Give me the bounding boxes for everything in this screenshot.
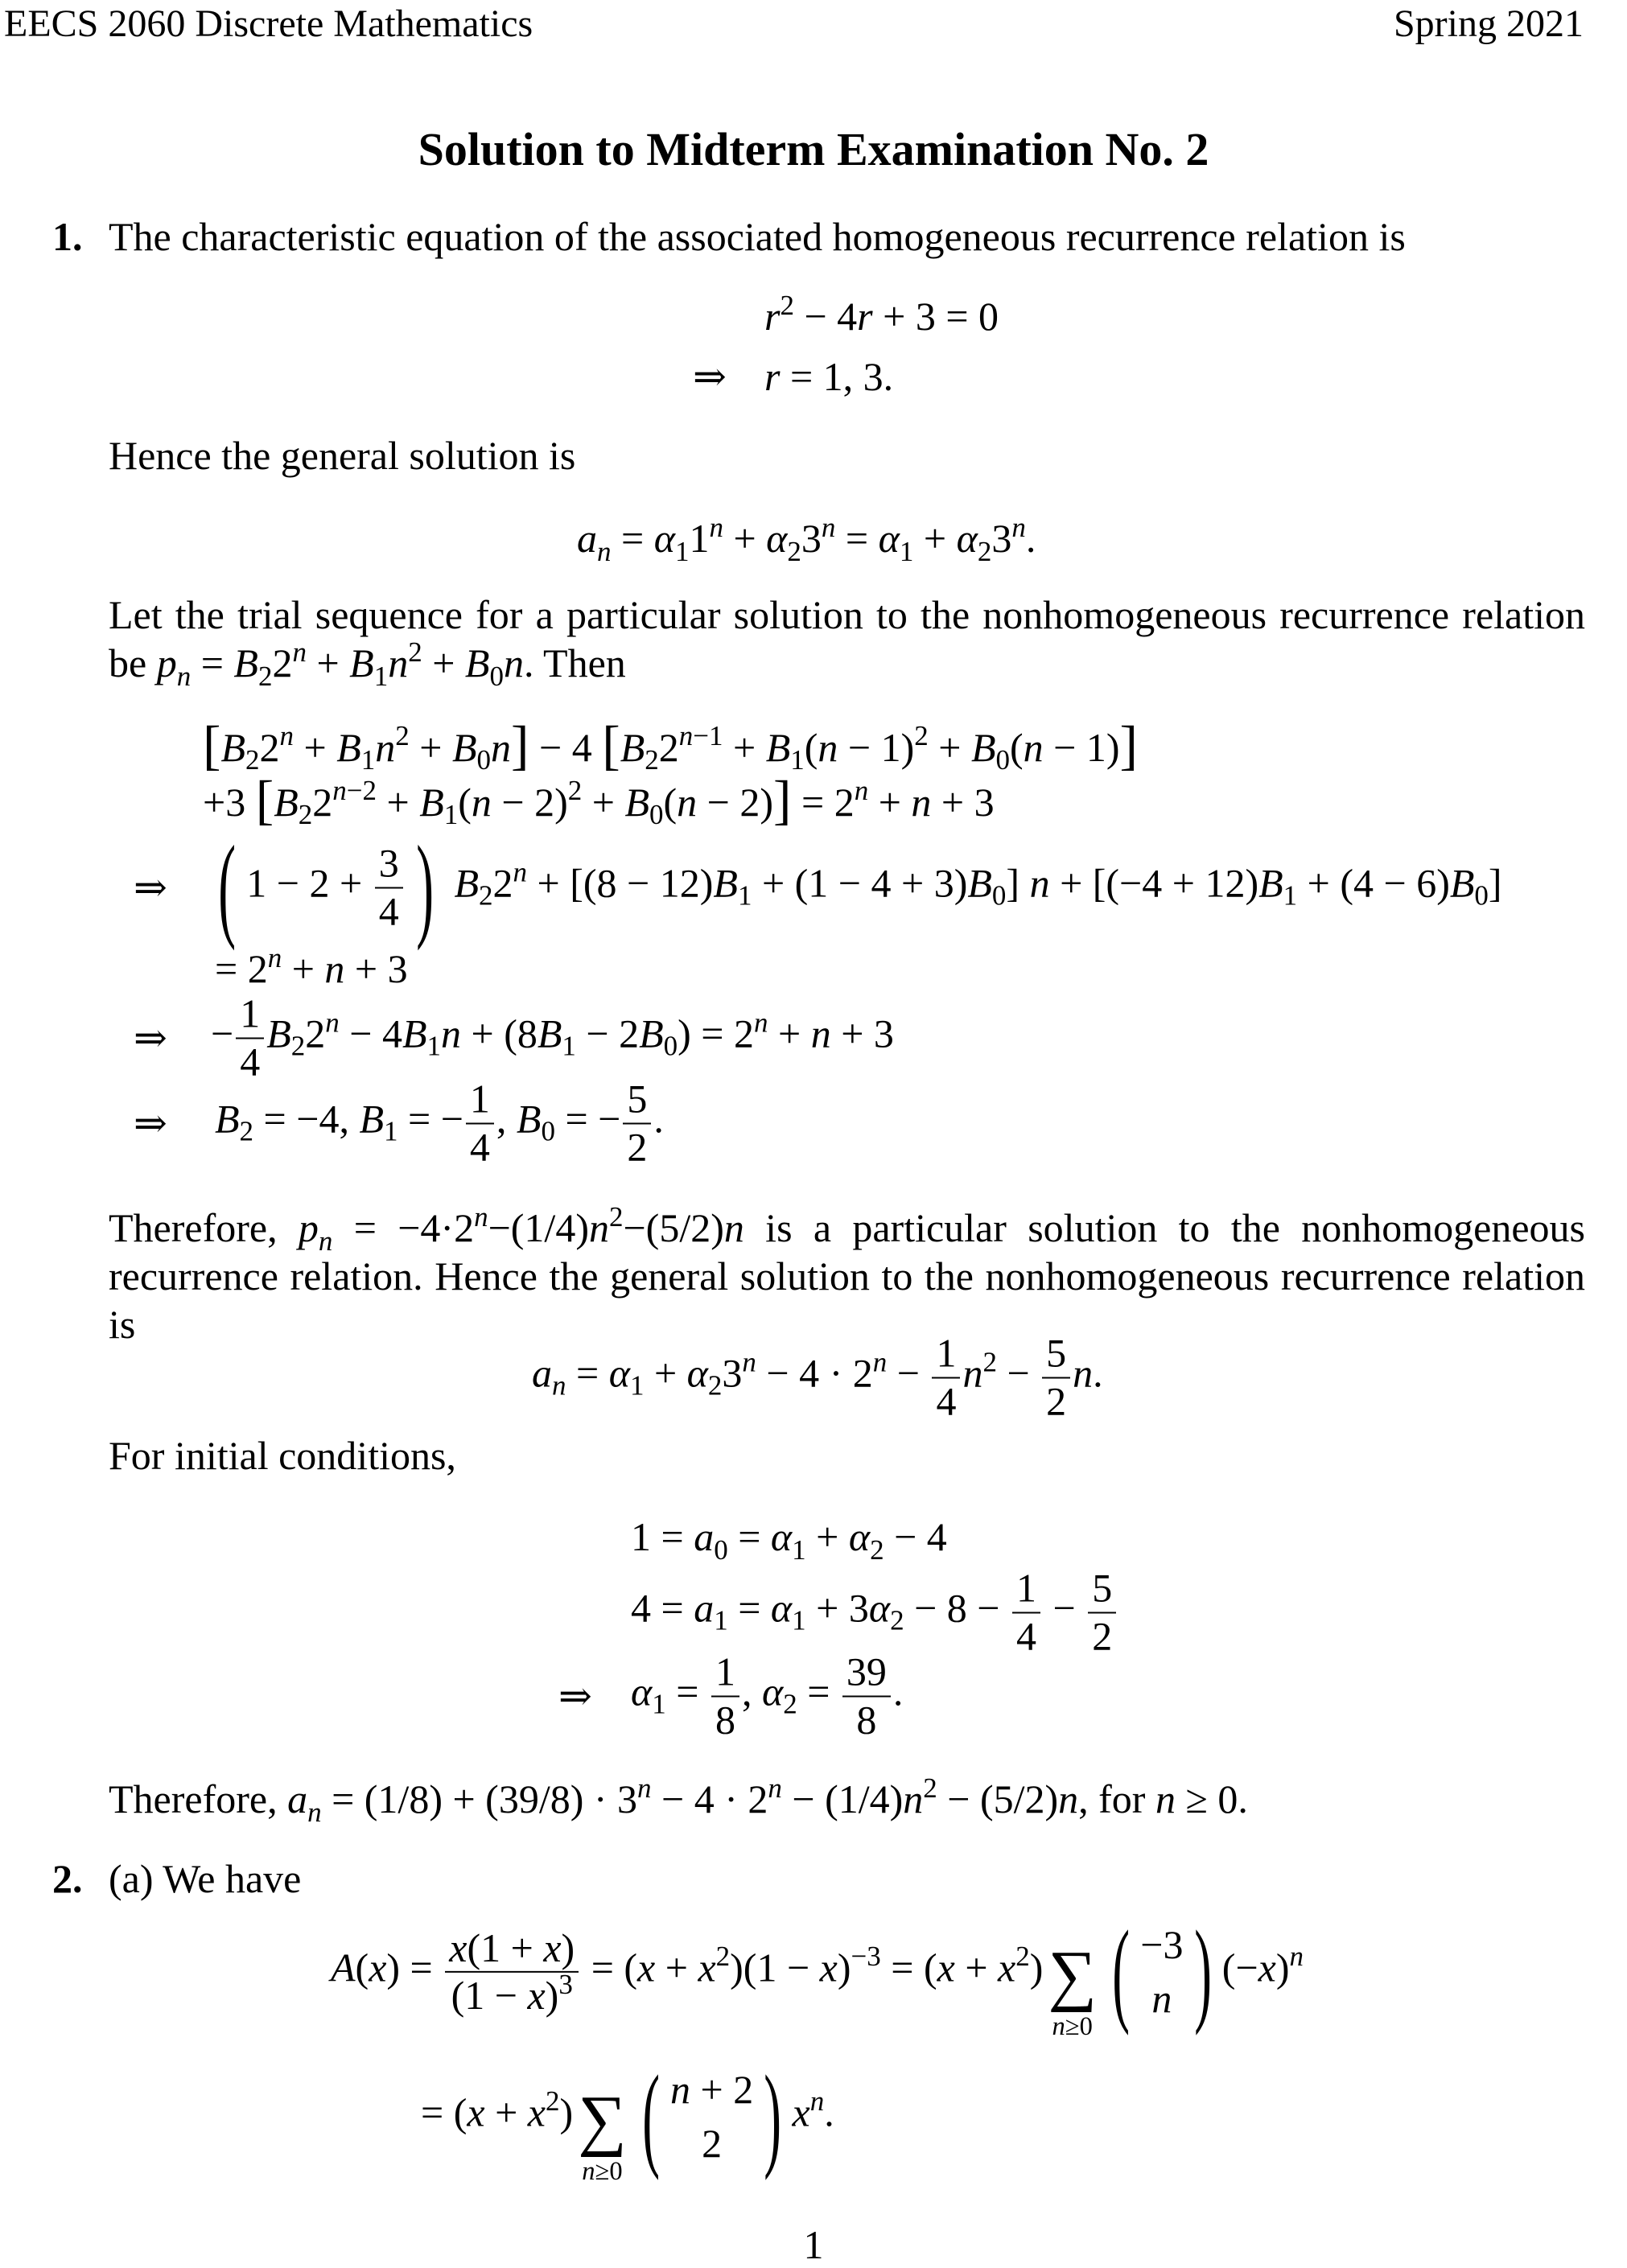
page-title: Solution to Midterm Examination No. 2 [418,123,1209,175]
page-number: 1 [803,2222,824,2267]
question-2-number: 2. [52,1856,83,1901]
q1-conclusion: Therefore, $a_n = (1/8) + (39/8) \cdot 3^n - 4 \cdot 2^n - (1/4)n^2 - (5/2)n$, for n ≥ 0. [109,1772,1248,1828]
generating-function-line-1: A(x) = $\frac{x(1 + x)}{(1 - x)^3}$ = $(x + x^2)(1 - x)^{-3} = (x + x^2)$ ∑ n≥0 ( −3 n ) $(-x)^n$ [331,1907,1304,2041]
initial-conditions-intro: For initial conditions, [109,1433,456,1478]
substitution-line-2: +3 $[B_22^{n-2} + B_1(n - 2)^2 + B_0(n - 2)] = 2^n + n + 3$ [203,770,995,831]
generating-function-line-2: = $(x + x^2)$ ∑ n≥0 ( n + 2 2 ) $x^n$. [421,2052,834,2186]
roots: r = 1, 3. [764,354,894,399]
particular-solution-paragraph: Therefore, $p_n = -4\cdot 2^n-(1/4)n^2-(5/2)n$ is a particular solution to the nonhomogeneous recurrence relation. Hence the general solution to the nonhomogeneous recurrence relation is [109,1200,1586,1347]
initial-condition-2: $4 = a_1 = \alpha_1 + 3\alpha_2 - 8$ − $\frac{1}{4}$ − $\frac{5}{2}$ [631,1566,1118,1660]
alpha-values: $\alpha_1$ = $\frac{1}{8}$ , $\alpha_2$ = $\frac{39}{8}$ . [631,1649,904,1742]
general-solution-intro: Hence the general solution is [109,433,576,478]
full-general-solution: $a_n = \alpha_1 + \alpha_23^n - 4 \cdot 2^n$ − $\frac{1}{4}$ $n^2$ − $\frac{5}{2}$ n. [532,1330,1103,1423]
implies-arrow: ⇒ [134,865,167,910]
header-term: Spring 2021 [1393,2,1584,45]
substitution-line-1: $[B_22^n + B_1n^2 + B_0n] - 4$ $[B_22^{n-1} + B_1(n - 1)^2 + B_0(n - 1)]$ [203,715,1139,776]
q1-intro: The characteristic equation of the associated homogeneous recurrence relation is [109,214,1406,259]
implies-arrow: ⇒ [134,1015,167,1060]
substitution-line-5: − $\frac{1}{4}$ $B_22^n - 4B_1n + (8B_1 - 2B_0) = 2^n + n + 3$ [211,990,894,1084]
coefficients-result: $B_2 = -4$, $B_1$ = − $\frac{1}{4}$ , $B_0$ = − $\frac{5}{2}$ . [215,1076,664,1169]
question-1-number: 1. [52,214,83,259]
substitution-line-3: ( 1 − 2 + $\frac{3}{4}$ ) $B_22^n + [(8 - 12)B_1 + (1 - 4 + 3)B_0] n + [(-4 + 12)B_1 + (4 - 6)B_0]$ [218,822,1502,952]
header-course: EECS 2060 Discrete Mathematics [4,2,533,45]
general-solution-equation: $a_n = \alpha_11^n + \alpha_23^n = \alpha_1 + \alpha_23^n$. [577,511,1036,567]
trial-sequence-paragraph: Let the trial sequence for a particular solution to the nonhomogeneous recurrence relation be $p_n = B_22^n + B_1n^2 + B_0n$. Then [109,592,1585,692]
implies-arrow: ⇒ [693,354,727,399]
initial-condition-1: $1 = a_0 = \alpha_1 + \alpha_2 - 4$ [631,1514,947,1566]
implies-arrow: ⇒ [134,1101,167,1146]
characteristic-equation: $r^2 - 4r + 3 = 0$ [764,289,999,339]
substitution-line-4: = $2^n + n + 3$ [215,941,408,991]
q2-part-a: (a) We have [109,1856,302,1901]
implies-arrow: ⇒ [558,1673,592,1718]
